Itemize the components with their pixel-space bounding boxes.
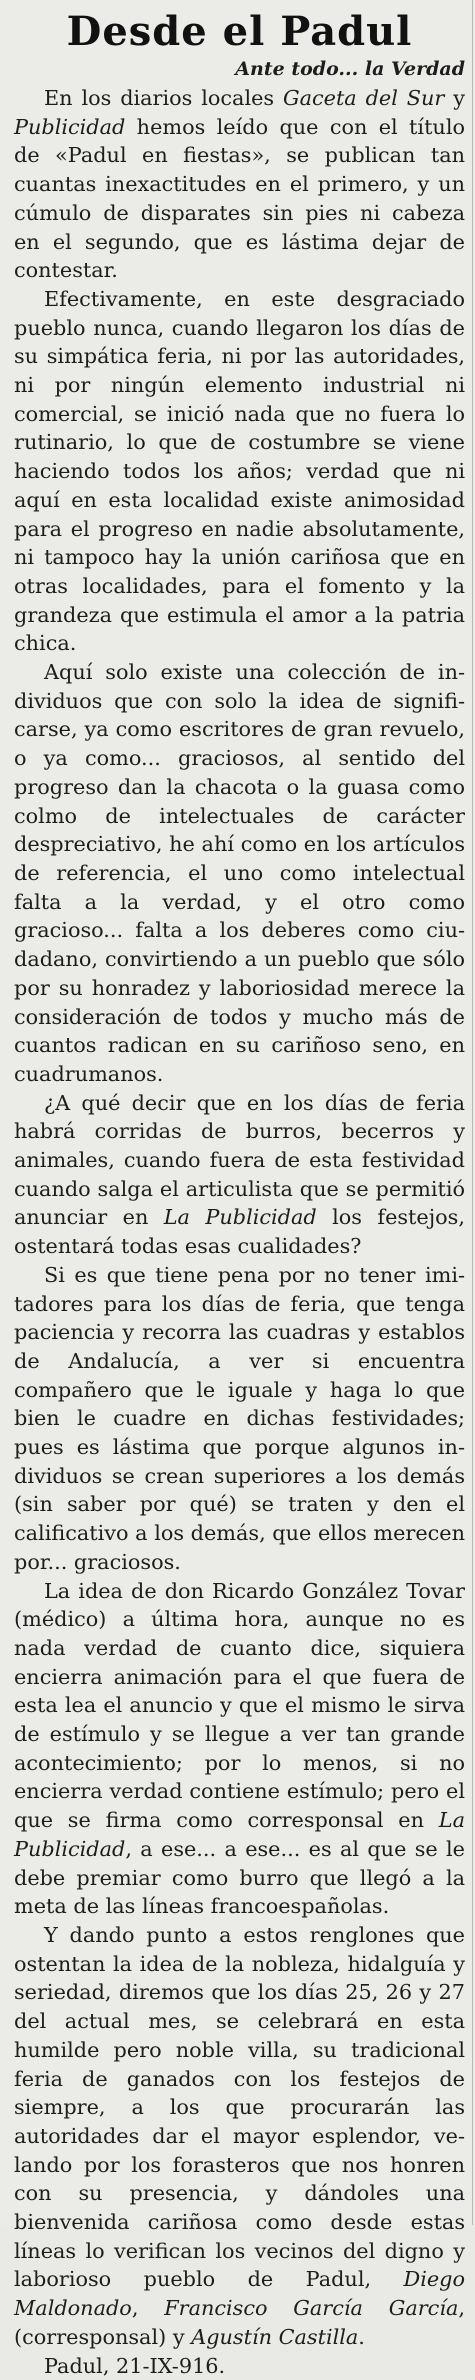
text-run: Y dando punto a estos renglones que ostentan la idea de la nobleza, hidalguía y seriedad, diremos que los días 25, 26 y 27 del actual mes, se celebrará en esta humilde pero noble villa, su tradicional feria de ganados con los festejos de siempre, a los que procurarán las autoridades dar el mayor esplendor, velando por los forasteros que nos honren con su presencia, y dándoles una bienvenida cariñosa como desde estas líneas lo verifican los vecinos del digno y laborioso pueblo de Padul, [14,1923,465,2292]
text-run: , a ese... a ese... es al que se le debe premiar como burro que llegó a la meta de las líneas francoespañolas. [14,1836,465,1919]
dateline: Padul, 21-IX-916. [44,2353,226,2378]
article-paragraph [14,285,465,658]
text-run: En los diarios locales [44,86,283,110]
text-run: Efectivamente, en este desgraciado pueblo nunca, cuando llegaron los días de su simpática feria, ni por las autoridades, ni por ningún elemento industrial ni comercial, se inició nada que no fuera lo rutinario, lo que de costumbre se viene haciendo todos los años; verdad que ni aquí en esta localidad existe animosidad para el progreso en nadie absolutamente, ni tampoco hay la unión cariñosa que en otras localidades, para el fomento y la grandeza que estimula el amor a la patria chica. [14,286,465,656]
article-paragraph [14,1921,465,2352]
text-run: Si es que tiene pena por no tener imitadores para los días de feria, que tenga paciencia y recorra las cuadras y establos de Andalucía, a ver si encuentra compañero que le iguale y haga lo que bien le cuadre en dichas festividades; pues es lástima que porque algunos individuos se crean superiores a los demás (sin saber por qué) se traten y den el calificativo a los demás, que ellos merecen por... graciosos. [14,1262,465,1574]
italic-run: Diego Maldonado [14,2267,465,2321]
italic-run: Publicidad [14,114,126,139]
text-run: y [444,86,465,110]
article-paragraph [14,658,465,1089]
text-run: los festejos, ostentará todas esas cualidades? [14,1205,465,1259]
text-run: ¿A qué decir que en los días de feria habrá corridas de burros, becerros y animales, cuando fuera de esta festividad cuando salga el articulista que se permitió anunciar en [14,1090,465,1230]
text-run: , (corresponsal) y [14,2296,465,2349]
text-run: , [131,2296,165,2321]
article-paragraph [14,1261,465,1577]
article-paragraph [14,84,465,285]
article-body [14,84,465,2352]
italic-run: Gaceta del Sur [282,86,445,110]
text-run: La idea de don Ricardo González Tovar (médico) a última hora, aunque no es nada verdad de cuanto dice, siquiera encierra animación para el que fuera de esta lea el anuncio y que el mismo le sirva de estímulo y se llegue a ver tan grande acontecimiento; por lo menos, si no encierra verdad contiene estímulo; pero el que se firma como corresponsal en [14,1578,465,1833]
text-run: Aquí solo existe una colección de individuos que con solo la idea de significarse, ya como escritores de gran revuelo, o ya como... graciosos, al sentido del progreso dan la chacota o la guasa como colmo de intelectuales de carácter despreciativo, he ahí como en los artículos de referencia, el uno como intelectual falta a la verdad, y el otro como gracioso... falta a los deberes como ciudadano, convirtiendo a un pueblo que sólo por su honradez y laboriosidad merece la consideración de todos y mucho más de cuantos radican en su cariñoso seno, en cuadrumanos. [14,660,465,1086]
italic-run: La Publicidad [163,1205,317,1230]
kicker: Ante todo... la Verdad [235,58,465,80]
article-paragraph [14,1577,465,1921]
italic-run: La Publicidad [14,1808,465,1861]
headline: Desde el Padul [66,8,413,55]
italic-run: Agustín Castilla [191,2324,359,2349]
text-run: hemos leído que con el título de «Padul en fiestas», se publican tan cuantas inexactitudes en el primero, y un cúmulo de disparates sin pies ni cabeza en el segundo, que es lástima dejar de contestar. [14,114,465,283]
article-paragraph [14,1089,465,1261]
text-run: . [358,2324,365,2349]
italic-run: Francisco García García [164,2296,459,2321]
